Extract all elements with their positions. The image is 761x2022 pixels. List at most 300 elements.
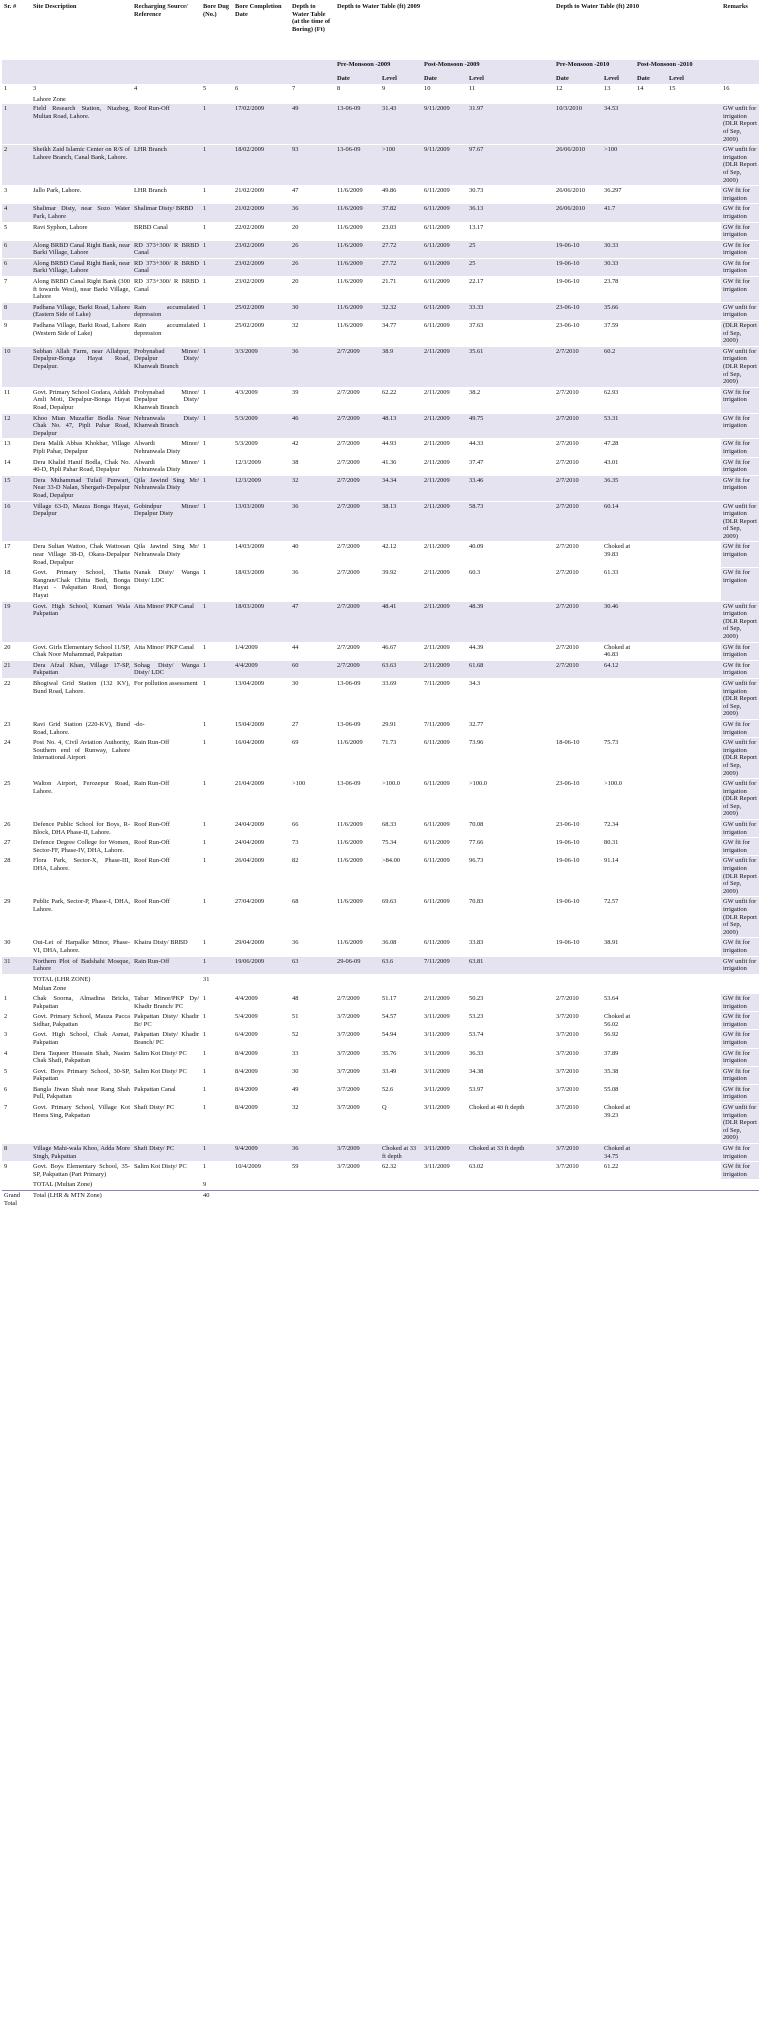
bore-dug-cell: 1: [201, 439, 233, 457]
pre-2009-level-cell: 36.08: [380, 938, 422, 956]
completion-date-cell: 29/04/2009: [233, 938, 290, 956]
pre-2010-level-cell: Choked at 34.75: [602, 1144, 635, 1162]
pre-2010-date-cell: 3/7/2010: [554, 1012, 602, 1030]
sr-cell: 6: [2, 258, 31, 276]
site-cell: Dera Khalid Hanif Bodla, Chak No. 40-D, Pipli Pahar Road, Depalpur: [31, 457, 132, 475]
header-date: Date: [635, 74, 667, 84]
pre-2010-level-cell: 61.33: [602, 568, 635, 601]
post-2010-level-cell: [667, 439, 721, 457]
pre-2010-date-cell: [554, 678, 602, 719]
post-2010-date-cell: [635, 457, 667, 475]
bore-dug-cell: 1: [201, 1162, 233, 1180]
post-2010-level-cell: [667, 856, 721, 897]
post-2009-date-cell: 2/11/2009: [422, 568, 467, 601]
site-cell: Shalimar Disty, near Sozo Water Park, Lahore: [31, 204, 132, 222]
pre-2009-date-cell: 11/6/2009: [335, 240, 380, 258]
post-2010-level-cell: [667, 1066, 721, 1084]
post-2009-level-cell: 35.61: [467, 346, 554, 387]
remarks-cell: GW unfit for irrigation: [721, 956, 759, 974]
pre-2010-date-cell: 19-06-10: [554, 856, 602, 897]
depth-cell: 26: [290, 240, 335, 258]
post-2010-level-cell: [667, 1103, 721, 1144]
table-row: [2, 1048, 759, 1066]
post-2010-date-cell: [635, 956, 667, 974]
depth-cell: 66: [290, 820, 335, 838]
sr-cell: 14: [2, 457, 31, 475]
pre-2009-date-cell: 11/6/2009: [335, 222, 380, 240]
header-site: Site Description: [31, 2, 132, 60]
bore-dug-cell: 1: [201, 387, 233, 413]
source-cell: Salim Kot Disty/ PC: [132, 1048, 201, 1066]
pre-2010-date-cell: 2/7/2010: [554, 542, 602, 568]
pre-2010-date-cell: 3/7/2010: [554, 1066, 602, 1084]
post-2009-level-cell: 37.63: [467, 321, 554, 347]
sr-cell: 5: [2, 1066, 31, 1084]
site-cell: Village Mahi-wala Khoo, Adda More Singh, Pakpattan: [31, 1144, 132, 1162]
depth-cell: >100: [290, 779, 335, 820]
completion-date-cell: 19/06/2009: [233, 956, 290, 974]
bore-dug-cell: 1: [201, 1084, 233, 1102]
post-2010-date-cell: [635, 678, 667, 719]
sr-cell: 6: [2, 1084, 31, 1102]
lahore-total-label: TOTAL (LHR ZONE): [33, 975, 91, 983]
sr-cell: 17: [2, 542, 31, 568]
site-cell: Padhana Village, Barki Road, Lahore (Western Side of Lake): [31, 321, 132, 347]
pre-2010-date-cell: 3/7/2010: [554, 1048, 602, 1066]
post-2010-date-cell: [635, 258, 667, 276]
remarks-cell: GW fit for irrigation: [721, 568, 759, 601]
post-2009-date-cell: 2/11/2009: [422, 542, 467, 568]
bore-dug-cell: 1: [201, 457, 233, 475]
depth-cell: 30: [290, 302, 335, 320]
source-cell: RD 373+300/ R BRBD Canal: [132, 240, 201, 258]
remarks-cell: GW unfit for irrigation (DLR Report of Sep, 2009): [721, 501, 759, 542]
completion-date-cell: 23/02/2009: [233, 240, 290, 258]
source-cell: Atta Minor/ PKP Canal: [132, 642, 201, 660]
sr-cell: 10: [2, 346, 31, 387]
post-2009-date-cell: 6/11/2009: [422, 938, 467, 956]
depth-cell: 52: [290, 1030, 335, 1048]
site-cell: Govt. High School, Kumari Wala Pakpattan: [31, 601, 132, 642]
sr-cell: 13: [2, 439, 31, 457]
pre-2010-level-cell: 72.57: [602, 897, 635, 938]
completion-date-cell: 5/3/2009: [233, 413, 290, 439]
pre-2010-date-cell: 2/7/2010: [554, 994, 602, 1012]
sr-cell: 21: [2, 660, 31, 678]
site-cell: Dera Sultan Wattoo, Chak Wattooan near Village 38-D, Okara-Depalpur Road, Depalpur: [31, 542, 132, 568]
completion-date-cell: 14/03/2009: [233, 542, 290, 568]
post-2010-date-cell: [635, 475, 667, 501]
pre-2010-date-cell: 26/06/2010: [554, 204, 602, 222]
pre-2010-level-cell: 23.78: [602, 277, 635, 303]
post-2010-date-cell: [635, 302, 667, 320]
post-2009-level-cell: 58.73: [467, 501, 554, 542]
pre-2010-date-cell: 2/7/2010: [554, 413, 602, 439]
pre-2009-date-cell: 2/7/2009: [335, 501, 380, 542]
source-cell: Pakpattan Disty/ Khadir Branch/ PC: [132, 1030, 201, 1048]
post-2010-level-cell: [667, 897, 721, 938]
source-cell: Rain Run-Off: [132, 779, 201, 820]
site-cell: Subhan Allah Farm, near Allahpur, Depalpur-Bonga Hayat Road, Depalpur.: [31, 346, 132, 387]
pre-2009-level-cell: 62.22: [380, 387, 422, 413]
post-2010-level-cell: [667, 719, 721, 737]
post-2009-level-cell: Choked at 33 ft depth: [467, 1144, 554, 1162]
pre-2010-date-cell: 2/7/2010: [554, 568, 602, 601]
post-2009-level-cell: 96.73: [467, 856, 554, 897]
source-cell: Probynabad Minor/ Depalpur Disty/ Khanwah Branch: [132, 387, 201, 413]
column-number-row: [2, 84, 759, 95]
pre-2009-level-cell: 63.63: [380, 660, 422, 678]
post-2009-level-cell: 36.13: [467, 204, 554, 222]
source-cell: Gobindpur Minor/ Depalpur Disty: [132, 501, 201, 542]
site-cell: Village 63-D, Mauza Bonga Hayat, Depalpur: [31, 501, 132, 542]
bore-dug-cell: 1: [201, 897, 233, 938]
column-number: 12: [556, 84, 563, 92]
sr-cell: 24: [2, 738, 31, 779]
pre-2010-date-cell: 23-06-10: [554, 321, 602, 347]
column-number: 16: [723, 84, 730, 92]
depth-cell: 40: [290, 542, 335, 568]
table-row: [2, 1103, 759, 1144]
post-2009-date-cell: 3/11/2009: [422, 1084, 467, 1102]
depth-cell: 59: [290, 1162, 335, 1180]
source-cell: Alwardi Minor/ Nehranwala Disty: [132, 439, 201, 457]
remarks-cell: GW fit for irrigation: [721, 838, 759, 856]
header-dtw-2009: Depth to Water Table (ft) 2009: [335, 2, 554, 60]
pre-2009-level-cell: 46.67: [380, 642, 422, 660]
post-2009-level-cell: 61.68: [467, 660, 554, 678]
post-2009-date-cell: 9/11/2009: [422, 104, 467, 144]
depth-cell: 32: [290, 321, 335, 347]
source-cell: Salim Kot Disty/ PC: [132, 1162, 201, 1180]
completion-date-cell: 4/4/2009: [233, 660, 290, 678]
post-2010-date-cell: [635, 413, 667, 439]
post-2009-date-cell: 3/11/2009: [422, 1048, 467, 1066]
pre-2009-level-cell: 75.34: [380, 838, 422, 856]
post-2009-level-cell: 53.97: [467, 1084, 554, 1102]
depth-cell: 20: [290, 277, 335, 303]
post-2009-level-cell: 37.47: [467, 457, 554, 475]
post-2009-date-cell: 2/11/2009: [422, 439, 467, 457]
pre-2010-date-cell: 23-06-10: [554, 302, 602, 320]
site-cell: Sheikh Zaid Islamic Center on R/S of Lahore Branch, Canal Bank, Lahore.: [31, 145, 132, 186]
post-2010-level-cell: [667, 204, 721, 222]
pre-2009-level-cell: 62.32: [380, 1162, 422, 1180]
pre-2009-date-cell: 3/7/2009: [335, 1084, 380, 1102]
water-table-report: [2, 2, 759, 1208]
sr-cell: 3: [2, 1030, 31, 1048]
post-2010-level-cell: [667, 222, 721, 240]
post-2010-level-cell: [667, 1144, 721, 1162]
site-cell: Govt. Primary School Godara, Addah Amli Moti, Depalpur-Bonga Hayat Road, Depalpur: [31, 387, 132, 413]
post-2010-date-cell: [635, 938, 667, 956]
bore-dug-cell: 1: [201, 346, 233, 387]
pre-2010-date-cell: 3/7/2010: [554, 1030, 602, 1048]
source-cell: Roof Run-Off: [132, 856, 201, 897]
sr-cell: 4: [2, 1048, 31, 1066]
pre-2009-level-cell: 27.72: [380, 258, 422, 276]
pre-2010-level-cell: 53.64: [602, 994, 635, 1012]
pre-2009-level-cell: 21.71: [380, 277, 422, 303]
pre-2009-level-cell: 69.63: [380, 897, 422, 938]
post-2009-level-cell: 31.97: [467, 104, 554, 144]
pre-2010-level-cell: 30.33: [602, 258, 635, 276]
pre-2009-date-cell: 11/6/2009: [335, 186, 380, 204]
remarks-cell: GW fit for irrigation: [721, 1030, 759, 1048]
depth-cell: 30: [290, 1066, 335, 1084]
sr-cell: 23: [2, 719, 31, 737]
bore-dug-cell: 1: [201, 1103, 233, 1144]
completion-date-cell: 22/02/2009: [233, 222, 290, 240]
sr-cell: 1: [2, 994, 31, 1012]
post-2009-date-cell: 3/11/2009: [422, 1012, 467, 1030]
grand-total-sub-label: Total (LHR & MTN Zone): [33, 1192, 102, 1199]
depth-cell: 49: [290, 1084, 335, 1102]
completion-date-cell: 3/3/2009: [233, 346, 290, 387]
source-cell: Alwardi Minor/ Nehranwala Disty: [132, 457, 201, 475]
header-pre-2009: Pre-Monsoon -2009: [335, 60, 422, 74]
site-cell: Govt. Primary School, Village Kot Heera Sing, Pakpattan: [31, 1103, 132, 1144]
sr-cell: 30: [2, 938, 31, 956]
post-2009-date-cell: 6/11/2009: [422, 240, 467, 258]
site-cell: Dera Malik Abbas Khokhar, Village Pipli Pahar, Depalpur: [31, 439, 132, 457]
post-2010-level-cell: [667, 186, 721, 204]
pre-2009-date-cell: 11/6/2009: [335, 738, 380, 779]
completion-date-cell: 25/02/2009: [233, 302, 290, 320]
pre-2010-date-cell: 3/7/2010: [554, 1084, 602, 1102]
remarks-cell: GW unfit for irrigation (DLR Report of Sep, 2009): [721, 678, 759, 719]
completion-date-cell: 21/02/2009: [233, 204, 290, 222]
table-row: [2, 501, 759, 542]
column-number: 10: [424, 84, 431, 92]
pre-2009-date-cell: 13-06-09: [335, 145, 380, 186]
table-row: [2, 387, 759, 413]
site-cell: Khoo Mian Muzaffar Bodla Near Chak No. 47, Pipli Pahar Road, Depalpur: [31, 413, 132, 439]
table-row: [2, 258, 759, 276]
completion-date-cell: 23/02/2009: [233, 277, 290, 303]
post-2009-level-cell: 34.3: [467, 678, 554, 719]
source-cell: Qila Jawind Sing Mr/ Nehranwala Disty: [132, 542, 201, 568]
sr-cell: 5: [2, 222, 31, 240]
header-date: Date: [554, 74, 602, 84]
pre-2009-date-cell: 2/7/2009: [335, 542, 380, 568]
bore-dug-cell: 1: [201, 145, 233, 186]
completion-date-cell: 8/4/2009: [233, 1084, 290, 1102]
pre-2009-date-cell: 11/6/2009: [335, 258, 380, 276]
completion-date-cell: 18/03/2009: [233, 601, 290, 642]
post-2009-level-cell: 44.39: [467, 642, 554, 660]
pre-2009-date-cell: 11/6/2009: [335, 938, 380, 956]
site-cell: Jallo Park, Lahore.: [31, 186, 132, 204]
sr-cell: 11: [2, 387, 31, 413]
post-2010-level-cell: [667, 956, 721, 974]
post-2009-level-cell: 33.46: [467, 475, 554, 501]
bore-dug-cell: 1: [201, 104, 233, 144]
pre-2010-level-cell: 41.7: [602, 204, 635, 222]
post-2009-level-cell: 48.39: [467, 601, 554, 642]
remarks-cell: GW fit for irrigation: [721, 719, 759, 737]
completion-date-cell: 9/4/2009: [233, 1144, 290, 1162]
pre-2010-level-cell: [602, 956, 635, 974]
totals-section: [2, 1180, 759, 1208]
bore-dug-cell: 1: [201, 738, 233, 779]
sr-cell: 7: [2, 277, 31, 303]
post-2009-level-cell: 33.83: [467, 938, 554, 956]
post-2009-level-cell: 36.33: [467, 1048, 554, 1066]
source-cell: BRBD Canal: [132, 222, 201, 240]
depth-cell: 93: [290, 145, 335, 186]
pre-2009-date-cell: 2/7/2009: [335, 413, 380, 439]
bore-dug-cell: 1: [201, 1048, 233, 1066]
pre-2010-date-cell: 2/7/2010: [554, 457, 602, 475]
sr-cell: 22: [2, 678, 31, 719]
pre-2009-level-cell: 31.43: [380, 104, 422, 144]
column-number: 1: [4, 84, 8, 92]
pre-2009-date-cell: 2/7/2009: [335, 601, 380, 642]
pre-2009-date-cell: 2/7/2009: [335, 439, 380, 457]
table-row: [2, 1066, 759, 1084]
pre-2009-date-cell: 11/6/2009: [335, 204, 380, 222]
source-cell: Qila Jawind Sing Mr/ Nehranwala Disty: [132, 475, 201, 501]
pre-2010-level-cell: 35.38: [602, 1066, 635, 1084]
pre-2010-date-cell: 2/7/2010: [554, 346, 602, 387]
post-2010-level-cell: [667, 938, 721, 956]
completion-date-cell: 4/3/2009: [233, 387, 290, 413]
table-row: [2, 1162, 759, 1180]
multan-rows: [2, 994, 759, 1180]
post-2010-level-cell: [667, 1030, 721, 1048]
pre-2010-level-cell: 35.66: [602, 302, 635, 320]
sr-cell: 26: [2, 820, 31, 838]
completion-date-cell: 26/04/2009: [233, 856, 290, 897]
header-level: Level: [602, 74, 635, 84]
pre-2010-date-cell: 10/3/2010: [554, 104, 602, 144]
column-number: 8: [337, 84, 341, 92]
post-2010-level-cell: [667, 1162, 721, 1180]
header-date: Date: [335, 74, 380, 84]
column-number: 15: [669, 84, 676, 92]
depth-cell: 69: [290, 738, 335, 779]
pre-2009-date-cell: 3/7/2009: [335, 1012, 380, 1030]
table-row: [2, 1084, 759, 1102]
sr-cell: 12: [2, 413, 31, 439]
pre-2009-level-cell: >100.0: [380, 779, 422, 820]
pre-2009-level-cell: 42.12: [380, 542, 422, 568]
lahore-total-section: [2, 974, 759, 994]
table-row: [2, 660, 759, 678]
completion-date-cell: 16/04/2009: [233, 738, 290, 779]
depth-cell: 73: [290, 838, 335, 856]
site-cell: Walton Airport, Ferozepur Road, Lahore.: [31, 779, 132, 820]
depth-cell: 46: [290, 413, 335, 439]
column-number: 9: [382, 84, 386, 92]
site-cell: Govt. Boys Elementary School, 35-SP, Pakpattan (Part Primary): [31, 1162, 132, 1180]
site-cell: Bangla Jiwan Shah near Rang Shah Pull, Pakpattan: [31, 1084, 132, 1102]
completion-date-cell: 5/3/2009: [233, 439, 290, 457]
pre-2010-level-cell: 61.22: [602, 1162, 635, 1180]
completion-date-cell: 24/04/2009: [233, 820, 290, 838]
site-cell: Along BRBD Canal Right Bank, near Barki Village, Lahore: [31, 258, 132, 276]
remarks-cell: (DLR Report of Sep, 2009): [721, 321, 759, 347]
bore-dug-cell: 1: [201, 258, 233, 276]
post-2010-level-cell: [667, 820, 721, 838]
pre-2010-level-cell: 34.53: [602, 104, 635, 144]
post-2009-date-cell: 6/11/2009: [422, 222, 467, 240]
depth-cell: 38: [290, 457, 335, 475]
post-2009-level-cell: 22.17: [467, 277, 554, 303]
pre-2010-date-cell: [554, 956, 602, 974]
post-2010-date-cell: [635, 820, 667, 838]
sr-cell: 29: [2, 897, 31, 938]
post-2010-date-cell: [635, 501, 667, 542]
remarks-cell: GW fit for irrigation: [721, 1066, 759, 1084]
table-row: [2, 568, 759, 601]
source-cell: Nanak Disty/ Wanga Disty/ LDC: [132, 568, 201, 601]
pre-2010-date-cell: 2/7/2010: [554, 387, 602, 413]
pre-2009-date-cell: 2/7/2009: [335, 642, 380, 660]
pre-2009-date-cell: 13-06-09: [335, 719, 380, 737]
post-2009-date-cell: 6/11/2009: [422, 738, 467, 779]
table-row: [2, 738, 759, 779]
site-cell: Post No. 4, Civil Aviation Authority, Southern end of Runway, Lahore International Airport: [31, 738, 132, 779]
post-2009-level-cell: 38.2: [467, 387, 554, 413]
pre-2010-level-cell: Choked at 39.83: [602, 542, 635, 568]
table-row: [2, 820, 759, 838]
pre-2010-level-cell: 38.91: [602, 938, 635, 956]
pre-2010-date-cell: [554, 222, 602, 240]
pre-2009-date-cell: 11/6/2009: [335, 321, 380, 347]
depth-cell: 51: [290, 1012, 335, 1030]
completion-date-cell: 8/4/2009: [233, 1048, 290, 1066]
sr-cell: 8: [2, 302, 31, 320]
pre-2010-level-cell: 75.73: [602, 738, 635, 779]
remarks-cell: GW unfit for irrigation (DLR Report of Sep, 2009): [721, 104, 759, 144]
post-2009-date-cell: 6/11/2009: [422, 277, 467, 303]
pre-2010-date-cell: [554, 719, 602, 737]
bore-dug-cell: 1: [201, 222, 233, 240]
post-2009-level-cell: 44.33: [467, 439, 554, 457]
remarks-cell: GW fit for irrigation: [721, 1084, 759, 1102]
pre-2010-level-cell: 64.12: [602, 660, 635, 678]
table-row: [2, 897, 759, 938]
pre-2009-level-cell: 48.13: [380, 413, 422, 439]
bore-dug-cell: 1: [201, 938, 233, 956]
pre-2010-date-cell: 23-06-10: [554, 820, 602, 838]
pre-2010-date-cell: 18-06-10: [554, 738, 602, 779]
depth-cell: 36: [290, 501, 335, 542]
post-2009-level-cell: 40.09: [467, 542, 554, 568]
pre-2009-date-cell: 2/7/2009: [335, 475, 380, 501]
pre-2009-level-cell: Q: [380, 1103, 422, 1144]
header-bore-dug: Bore Dug (No.): [201, 2, 233, 60]
header-depth: Depth to Water Table (at the time of Boring) (Ft): [290, 2, 335, 60]
pre-2010-level-cell: 60.14: [602, 501, 635, 542]
depth-cell: 47: [290, 186, 335, 204]
pre-2010-date-cell: 19-06-10: [554, 277, 602, 303]
remarks-cell: GW fit for irrigation: [721, 240, 759, 258]
post-2010-date-cell: [635, 186, 667, 204]
pre-2010-level-cell: 80.31: [602, 838, 635, 856]
post-2010-date-cell: [635, 277, 667, 303]
column-number: 4: [134, 84, 138, 92]
table-body: [2, 95, 759, 975]
depth-cell: 36: [290, 568, 335, 601]
source-cell: Salim Kot Disty/ PC: [132, 1066, 201, 1084]
pre-2009-date-cell: 2/7/2009: [335, 387, 380, 413]
remarks-cell: GW fit for irrigation: [721, 642, 759, 660]
post-2010-date-cell: [635, 104, 667, 144]
pre-2010-level-cell: 72.34: [602, 820, 635, 838]
